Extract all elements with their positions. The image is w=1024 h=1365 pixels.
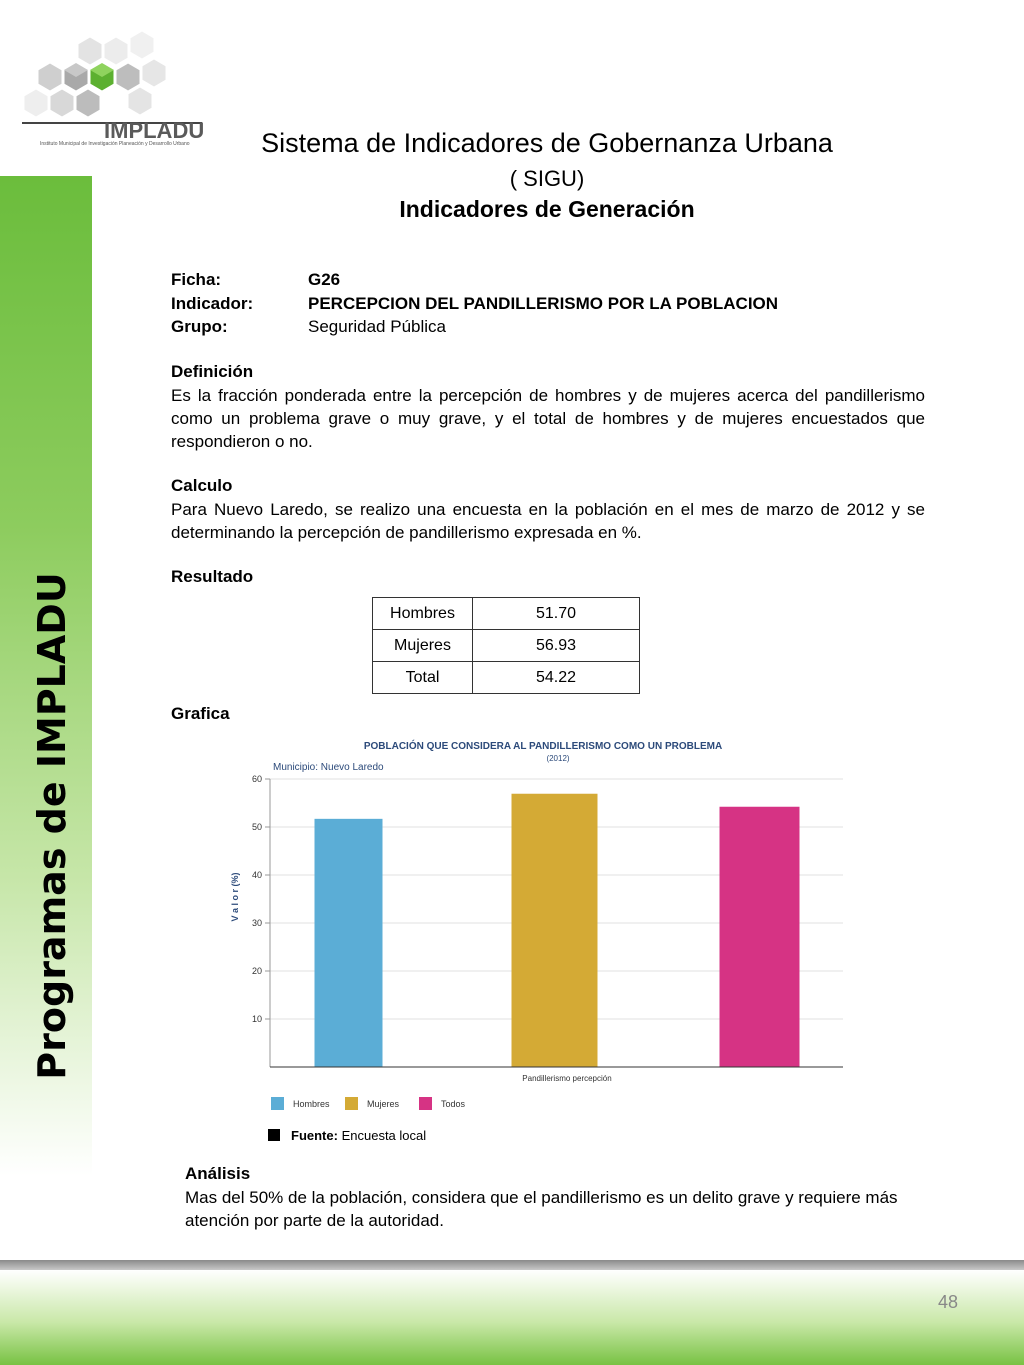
bar-todos <box>720 807 800 1067</box>
y-tick-label: 60 <box>251 774 262 784</box>
y-axis-label: V a l o r (%) <box>230 872 240 922</box>
chart-annotation: Municipio: Nuevo Laredo <box>273 762 384 773</box>
grupo-label: Grupo: <box>171 317 228 336</box>
table-row <box>373 598 640 630</box>
table-row <box>373 662 640 694</box>
table-cell-value: 51.70 <box>473 598 640 630</box>
legend-swatch <box>419 1097 432 1110</box>
table-row <box>373 630 640 662</box>
chart-title: POBLACIÓN QUE CONSIDERA AL PANDILLERISMO COMO UN PROBLEMA <box>363 741 723 752</box>
table-cell-value: 56.93 <box>473 630 640 662</box>
legend-label: Todos <box>441 1099 466 1109</box>
indicador-value: PERCEPCION DEL PANDILLERISMO POR LA POBLACION <box>308 294 779 313</box>
footer-band <box>0 1270 1024 1365</box>
chart-source <box>268 1128 426 1143</box>
page-subtitle: ( SIGU) <box>509 166 585 191</box>
x-axis-label: Pandillerismo percepción <box>522 1074 612 1083</box>
source-value: Encuesta local <box>341 1128 427 1143</box>
y-tick-label: 10 <box>251 1014 262 1024</box>
impladu-logo <box>18 18 208 147</box>
source-label: Fuente: <box>291 1128 338 1143</box>
square-bullet-icon <box>268 1129 280 1141</box>
legend-swatch <box>345 1097 358 1110</box>
chart-subtitle: (2012) <box>546 754 570 763</box>
sidebar-band <box>0 176 92 1176</box>
section-title: Indicadores de Generación <box>399 196 695 222</box>
logo-wordmark: IMPLADU <box>104 118 205 143</box>
definicion-heading: Definición <box>171 362 254 381</box>
table-cell-label: Mujeres <box>373 630 473 662</box>
y-tick-label: 20 <box>251 966 262 976</box>
analisis-heading: Análisis <box>185 1164 251 1183</box>
table-cell-label: Hombres <box>373 598 473 630</box>
result-table <box>372 597 640 694</box>
ficha-label: Ficha: <box>171 270 222 289</box>
calculo-heading: Calculo <box>171 476 233 495</box>
logo-subtitle: Instituto Municipal de Investigación Planeación y Desarrollo Urbano <box>40 141 190 147</box>
ficha-value: G26 <box>308 270 341 289</box>
page-number: 48 <box>937 1292 958 1312</box>
legend-label: Hombres <box>293 1099 330 1109</box>
y-tick-label: 50 <box>251 822 262 832</box>
bar-mujeres <box>512 794 598 1067</box>
sidebar-vertical-title: Programas de IMPLADU <box>30 572 74 1080</box>
analisis-text: Mas del 50% de la población, considera que el pandillerismo es un delito grave y requiere más atención por parte de la autoridad. <box>185 1188 898 1230</box>
bar-hombres <box>315 819 383 1067</box>
y-tick-label: 30 <box>251 918 262 928</box>
table-cell-value: 54.22 <box>473 662 640 694</box>
footer-divider <box>0 1260 1024 1270</box>
indicador-label: Indicador: <box>171 294 254 313</box>
definicion-text: Es la fracción ponderada entre la percepción de hombres y de mujeres acerca del pandillerismo como un problema grave o muy grave, y el total de hombres y de mujeres encuestados que respondieron o no. <box>171 386 925 451</box>
grafica-heading: Grafica <box>171 704 230 723</box>
y-tick-label: 40 <box>251 870 262 880</box>
page-title: Sistema de Indicadores de Gobernanza Urbana <box>261 128 833 158</box>
bar-chart <box>225 735 855 1120</box>
resultado-heading: Resultado <box>171 567 254 586</box>
hexagon-cubes-icon <box>18 18 208 130</box>
table-cell-label: Total <box>373 662 473 694</box>
legend-swatch <box>271 1097 284 1110</box>
calculo-text: Para Nuevo Laredo, se realizo una encuesta en la población en el mes de marzo de 2012 y se determinando la percepción de pandillerismo expresada en %. <box>171 500 925 542</box>
grupo-value: Seguridad Pública <box>308 317 446 336</box>
legend-label: Mujeres <box>367 1099 400 1109</box>
